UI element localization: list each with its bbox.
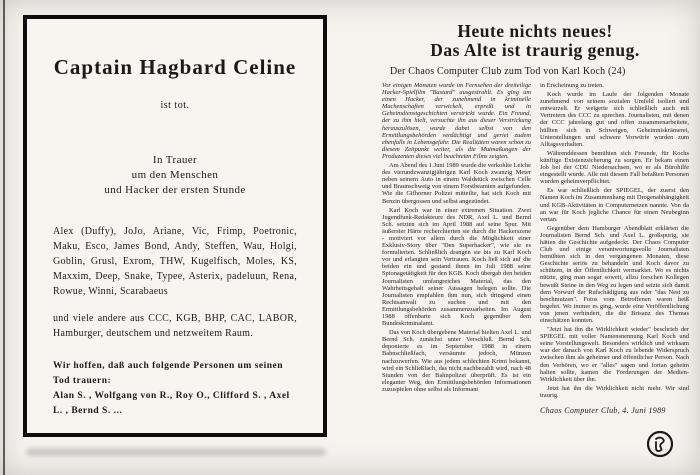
obituary-article	[378, 14, 692, 469]
memorial-card	[23, 15, 327, 437]
mourning-line-3: und Hacker der ersten Stunde	[104, 184, 246, 196]
paragraph: Währenddessen bemühten sich Freunde, für Kochs künftige Existenzsicherung zu sorgen. Er bekam einen Job bei der CDU Niedersachsen, wo er als Bürohilfe eingestellt wurde. Alle mit diesem Fall befaßten Personen wurden geheimverpflichtet.	[540, 149, 689, 186]
mourning-line-2: um den Menschen	[131, 169, 219, 181]
paragraph: "Jetzt hat ihn die Wirklichkeit wieder" beschrieb der SPIEGEL mit voller Namensnennung Karl Koch und seine Vorstellungswelt. Besonders wirklich und wirksam war der danach von Karl Koch zu lebende Widerspruch zwischen ihm als geheimer und öffentlicher Person. Nach den Verhören, wo er "alles" sagen und fortan geheim halten sollte, kamen die Forderungen der Medien-Wirklichkeit über ihn.	[540, 326, 689, 383]
article-column-1	[382, 82, 531, 466]
paragraph: Am Abend des 1.Juni 1989 wurde die verkohlte Leiche des vierundzwanzigjährigen Karl Koch zwanzig Meter neben seinem Auto in einem Waldstück zwischen Celle und Braunschweig von einem Forstbeamten aufgefunden. Wie die Gifhorner Polizei mitteilte, hat sich Koch mit Benzin übergossen und selbst angezündet.	[382, 162, 531, 205]
mourning-lines	[27, 153, 323, 198]
chaos-computer-club-emblem-icon	[644, 428, 676, 460]
article-headline	[378, 22, 692, 60]
hope-line-1: Wir hoffen, daß auch folgende Personen um seinen Tod trauern:	[53, 361, 284, 386]
paragraph: Das von Koch übergebene Material hielten Axel L. und Bernd Sch. zunächst unter Verschluß. Bernd Sch. deponierte es im September 1988 in einem Bahnschließfach, versäumte jedoch, Münzen nachzuwerfen. Wie aus jedem schlechten Krimi bekannt, wird ein Schließfach, das nicht nachbezahlt wird, nach 48 Stunden von der Bahnpolizei überprüft. Es ist ein eleganter Weg, den Ermittlungsbehörden Informationen zuzuspielen ohne selbst als Informant	[382, 329, 531, 393]
paragraph: Koch wurde im Laufe der folgenden Monate zunehmend von seinem sozialen Umfeld isoliert und entwurzelt. Er weigerte sich schließlich auch mit Vertretern des CCC zu sprechen. Journalisten, mit denen der CCC jahrelang gut und offen zusammenarbeitete, hüllten sich in Schweigen, Geheimniskrämerei, Unterstellungen und schwere Vorwürfe wurden zum Alltagsverhalten.	[540, 91, 689, 148]
paragraph: in Erscheinung zu treten.	[540, 82, 604, 89]
headline-line-2: Das Alte ist traurig genug.	[430, 40, 640, 60]
hope-line-2: Alan S. , Wolfgang von R., Roy O., Clifford S. , Axel L. , Bernd S. ...	[53, 391, 290, 416]
headline-line-1: Heute nichts neues!	[457, 21, 613, 41]
hope-statement	[53, 359, 299, 419]
paragraph: Vor einigen Monaten wurde im Fernsehen der dreiteilige Hacker-Spielfilm "Bastard" ausgestrahlt. Es ging um einen Hacker, der zunehmend in kriminelle Machenschaften verwickelt, erpreßt und in Geheimdienstgeschichten verstrickt wurde. Ein Freund, der zu ihm hielt, versuchte ihn aus dieser Verstrickung herauszulösen, wurde dabei selbst von den Ermittlungsbehörden verdächtigt und geriet zudem ebenfalls in Lebensgefahr. Die Realitäten waren schon zu diesem Zeitpunkt weiter, als die Mutmaßungen der Produzenten dieses viel beachteten Films zeigten.	[382, 82, 531, 160]
memorial-title: Captain Hagbard Celine	[53, 55, 297, 79]
scan-edge-line	[3, 0, 5, 475]
article-columns	[382, 82, 690, 466]
article-subhead: Der Chaos Computer Club zum Tod von Karl Koch (24)	[390, 66, 626, 77]
paragraph: Karl Koch war in einer extremen Situation. Zwei Jugendfunk-Redakteure des NDR, Axel L. und Bernd Sch. setzten sich im April 1988 auf seine Spur. Mit äußerster Härte recherchierten sie durch die Hackerszene - motiviert vor allem durch die Möglichkeit einer Exklusiv-Story über "Den Superhacker", wie sie es formulierten. Schließlich drangen sie bis zu Karl Koch vor und erlangten sein Vertrauen. Koch ließ sich auf die beiden ein und gestand ihnen im Juli 1988 seine Spionagetätigkeit für den KGB. Koch übergab den beiden Journalisten umfangreiches Material, das den Wahrheitsgehalt seiner Aussagen belegen sollte. Die Journalisten empfahlen ihm nun, sich dringend einen Rechtsanwalt zu suchen und mit den Ermittlungsbehörden zusammenzuarbeiten. Im August 1988 offenbarte sich Koch gegenüber dem Bundeskriminalamt.	[382, 206, 531, 328]
paragraph: Gegenüber dem Hamburger Abendblatt erklärten die Journalisten Bernd Sch. und Axel L. großspurig, sie hätten die Geschichte aufgedeckt. Der Chaos Computer Club und einige verantwortungsvolle Journalisten bemühten sich in den vergangenen Monaten, diese Geschichte seriös zu behandeln und Koch davor zu schützen, in der Öffentlichkeit vermarktet. Wo es nichts nützte, ging man sogar soweit, allzu forschen Kollegen bewußt Steine in den Weg zu legen und setzte sich damit dem Vorwurf der Rufschädigung aus oder "das Nest zu beschmutzen". Fotos vom Betroffenen waren heiß begehrt. Wo immer es ging, wurde eine Veröffentlichung von jenen verhindert, die die Brisanz des Themas einschätzen konnten.	[540, 224, 689, 324]
paragraph: Jetzt hat ihn die Wirklichkeit nicht mehr. Wir sind traurig.	[540, 384, 689, 399]
memorial-subtitle: ist tot.	[160, 100, 190, 111]
mourning-line-1: In Trauer	[152, 154, 198, 166]
mourner-names: Alex (Duffy), JoJo, Ariane, Vic, Frimp, Poetronic, Maku, Esco, James Bond, Andy, Steffen, Wau, Holgi, Goblin, Grusl, Exrom, THW, Kugelfisch, Moles, KS, Maxxim, Deep, Snake, Typee, Asterix, padeluun, Rena, Rowue, Winni, Scarabaeus	[53, 226, 297, 297]
article-signature: Chaos Computer Club, 4. Juni 1989	[540, 406, 666, 416]
scan-smudge	[26, 448, 326, 456]
mourner-groups: und viele andere aus CCC, KGB, BHP, CAC, LABOR, Hamburger, deutschem und netzweitem Raum.	[53, 313, 297, 339]
article-column-2	[540, 82, 689, 466]
paragraph: Es war schließlich der SPIEGEL, der zuerst den Namen Koch im Zusammenhang mit Drogenabhängigkeit und KGB-Aktivitäten in Computernetzen nannte. Von da an war für Koch jegliche Chance für einen Neubeginn vertan.	[540, 187, 689, 223]
